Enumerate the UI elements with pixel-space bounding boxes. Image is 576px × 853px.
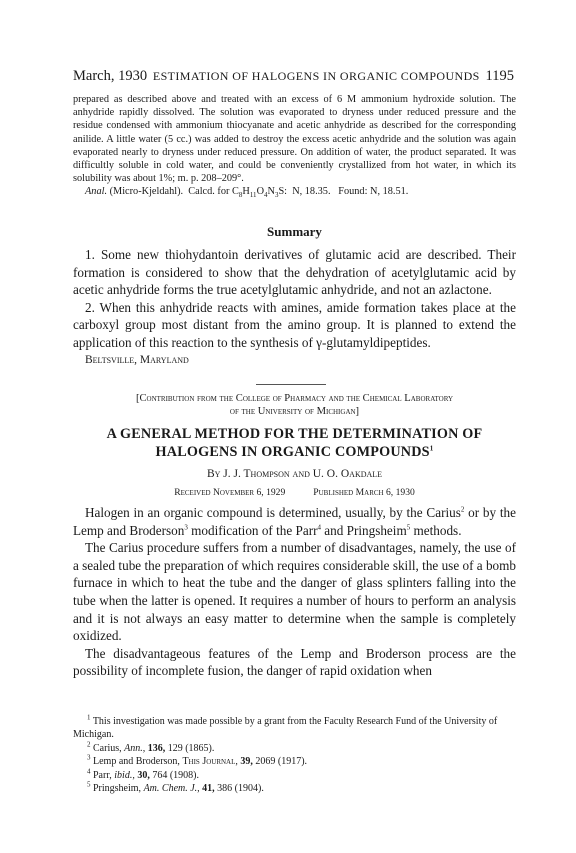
header-date: March, 1930 bbox=[73, 68, 148, 84]
footnote-ref: 3 bbox=[184, 523, 188, 532]
preparation-text: prepared as described above and treated with an excess of 6 M ammonium hydroxide solution. The anhydride rapidly dissolved. The solution was evaporated to dryness under reduced pressure and the residue condensed with ammonium thiocyanate and acetic anhydride as described for the corresponding anilide. A little water (5 cc.) was added to destroy the excess acetic anhydride and the solution was again evaporated nearly to dryness under reduced pressure. On addition of water, the product separated. It was difficultly soluble in cold water, and could be conveniently crystallized from hot water, in which its solubility was about 1%; m. p. 208–209°. bbox=[73, 94, 516, 185]
formula-sub: 4 bbox=[264, 191, 268, 200]
formula-sub: 8 bbox=[238, 191, 243, 200]
text-run: Halogen in an organic compound is determined, usually, by the Carius bbox=[85, 505, 461, 520]
analysis-label: Anal. bbox=[85, 186, 108, 198]
footnote-ref: 4 bbox=[317, 523, 321, 532]
body-paragraph-3: The disadvantageous features of the Lemp and Broderson process are the possibility of incomplete fusion, the danger of rapid oxidation when bbox=[73, 645, 516, 679]
journal-name: Ann., bbox=[124, 742, 146, 754]
running-header bbox=[73, 68, 514, 86]
preparation-paragraph bbox=[73, 93, 516, 199]
volume: 30, bbox=[134, 769, 150, 781]
footnote-text: Lemp and Broderson, bbox=[90, 756, 183, 768]
title-line-1: A GENERAL METHOD FOR THE DETERMINATION OF bbox=[106, 426, 483, 442]
footnote-text: 386 (1904). bbox=[214, 783, 264, 795]
journal-name: This Journal, bbox=[182, 756, 238, 768]
summary-item-1: 1. Some new thiohydantoin derivatives of glutamic acid are described. Their formation is considered to show that the dehydration of acetylglutamic acid by acetic anhydride forms the true acetylglutamic anhydride, and not an azlactone. bbox=[73, 247, 516, 298]
footnote-1 bbox=[73, 715, 516, 742]
footnote-4 bbox=[73, 769, 516, 782]
formula-part: S: bbox=[278, 186, 288, 198]
body-paragraph-2: The Carius procedure suffers from a number of disadvantages, namely, the use of a sealed tube the preparation of which requires considerable skill, the use of a bomb furnace in which to heat the tube and the danger of glass splinters falling into the tube when the latter is opened. It requires a number of hours to perform an analysis and it is not always an easy matter to determine when the sample is completely oxidized. bbox=[73, 540, 516, 644]
published-date: Published March 6, 1930 bbox=[313, 487, 415, 498]
analysis-line bbox=[73, 185, 516, 198]
found-value: Found: N, 18.51. bbox=[338, 186, 409, 198]
text-run: modification of the Parr bbox=[187, 522, 318, 538]
authors: By J. J. Thompson and U. O. Oakdale bbox=[206, 468, 383, 480]
footnote-ref: 2 bbox=[460, 505, 465, 514]
contribution-line-2: of the University of Michigan] bbox=[229, 406, 360, 418]
dates-line bbox=[73, 486, 516, 499]
calcd-prefix: Calcd. for C bbox=[188, 186, 239, 198]
title-text: HALOGENS IN ORGANIC COMPOUNDS bbox=[155, 444, 430, 460]
journal-name: ibid., bbox=[114, 769, 135, 781]
body-paragraph-1 bbox=[73, 504, 516, 539]
summary-section bbox=[73, 246, 516, 368]
volume: 39, bbox=[237, 756, 253, 768]
analysis-method: (Micro-Kjeldahl). bbox=[109, 186, 184, 198]
article-title bbox=[73, 425, 516, 461]
formula-sub: 3 bbox=[274, 191, 279, 200]
page-number: 1195 bbox=[485, 68, 514, 84]
footnote-number: 3 bbox=[87, 753, 91, 762]
section-divider bbox=[256, 384, 326, 385]
formula-part: O bbox=[256, 186, 264, 198]
formula-part: H bbox=[242, 186, 250, 198]
text-run: or by the Lemp and Broderson bbox=[73, 505, 516, 538]
location: Beltsville, Maryland bbox=[85, 353, 189, 366]
footnote-number: 5 bbox=[87, 780, 91, 789]
footnote-text: 2069 (1917). bbox=[252, 756, 308, 768]
footnote-text: This investigation was made possible by a grant from the Faculty Research Fund of the University of Michigan. bbox=[73, 716, 498, 741]
footnote-number: 4 bbox=[87, 767, 91, 776]
footnote-2 bbox=[73, 742, 516, 755]
footnote-text: Pringsheim, bbox=[90, 783, 144, 795]
footnote-5 bbox=[73, 782, 516, 795]
footnote-3 bbox=[73, 755, 516, 768]
received-date: Received November 6, 1929 bbox=[174, 487, 286, 498]
text-run: methods. bbox=[410, 522, 462, 538]
journal-name: Am. Chem. J., bbox=[143, 783, 200, 795]
text-run: and Pringsheim bbox=[320, 522, 407, 538]
running-title: ESTIMATION OF HALOGENS IN ORGANIC COMPOUNDS bbox=[152, 69, 480, 83]
article-body bbox=[73, 504, 516, 680]
volume: 41, bbox=[199, 783, 215, 795]
footnote-text: Carius, bbox=[90, 742, 125, 754]
contribution-line-1: [Contribution from the College of Pharmacy and the Chemical Laboratory bbox=[135, 393, 454, 404]
contribution-note bbox=[73, 392, 516, 419]
title-line-2 bbox=[73, 443, 516, 461]
footnote-text: Parr, bbox=[90, 769, 115, 781]
footnote-text: 129 (1865). bbox=[165, 742, 215, 754]
title-footnote-ref: 1 bbox=[429, 444, 434, 453]
footnote-ref: 5 bbox=[406, 523, 411, 532]
formula-sub: 11 bbox=[249, 191, 257, 200]
footnote-number: 2 bbox=[87, 740, 91, 749]
summary-heading: Summary bbox=[267, 224, 322, 239]
footnote-number: 1 bbox=[87, 713, 91, 722]
volume: 136, bbox=[145, 742, 166, 754]
footnote-text: 764 (1908). bbox=[149, 769, 199, 781]
calcd-value: N, 18.35. bbox=[292, 186, 331, 198]
footnotes bbox=[73, 715, 516, 795]
summary-item-2: 2. When this anhydride reacts with amines, amide formation takes place at the carboxyl group most distant from the amino group. It is planned to extend the application of this reaction to the synthesis of γ-glutamyldipeptides. bbox=[73, 299, 516, 350]
formula-part: N bbox=[267, 186, 275, 198]
